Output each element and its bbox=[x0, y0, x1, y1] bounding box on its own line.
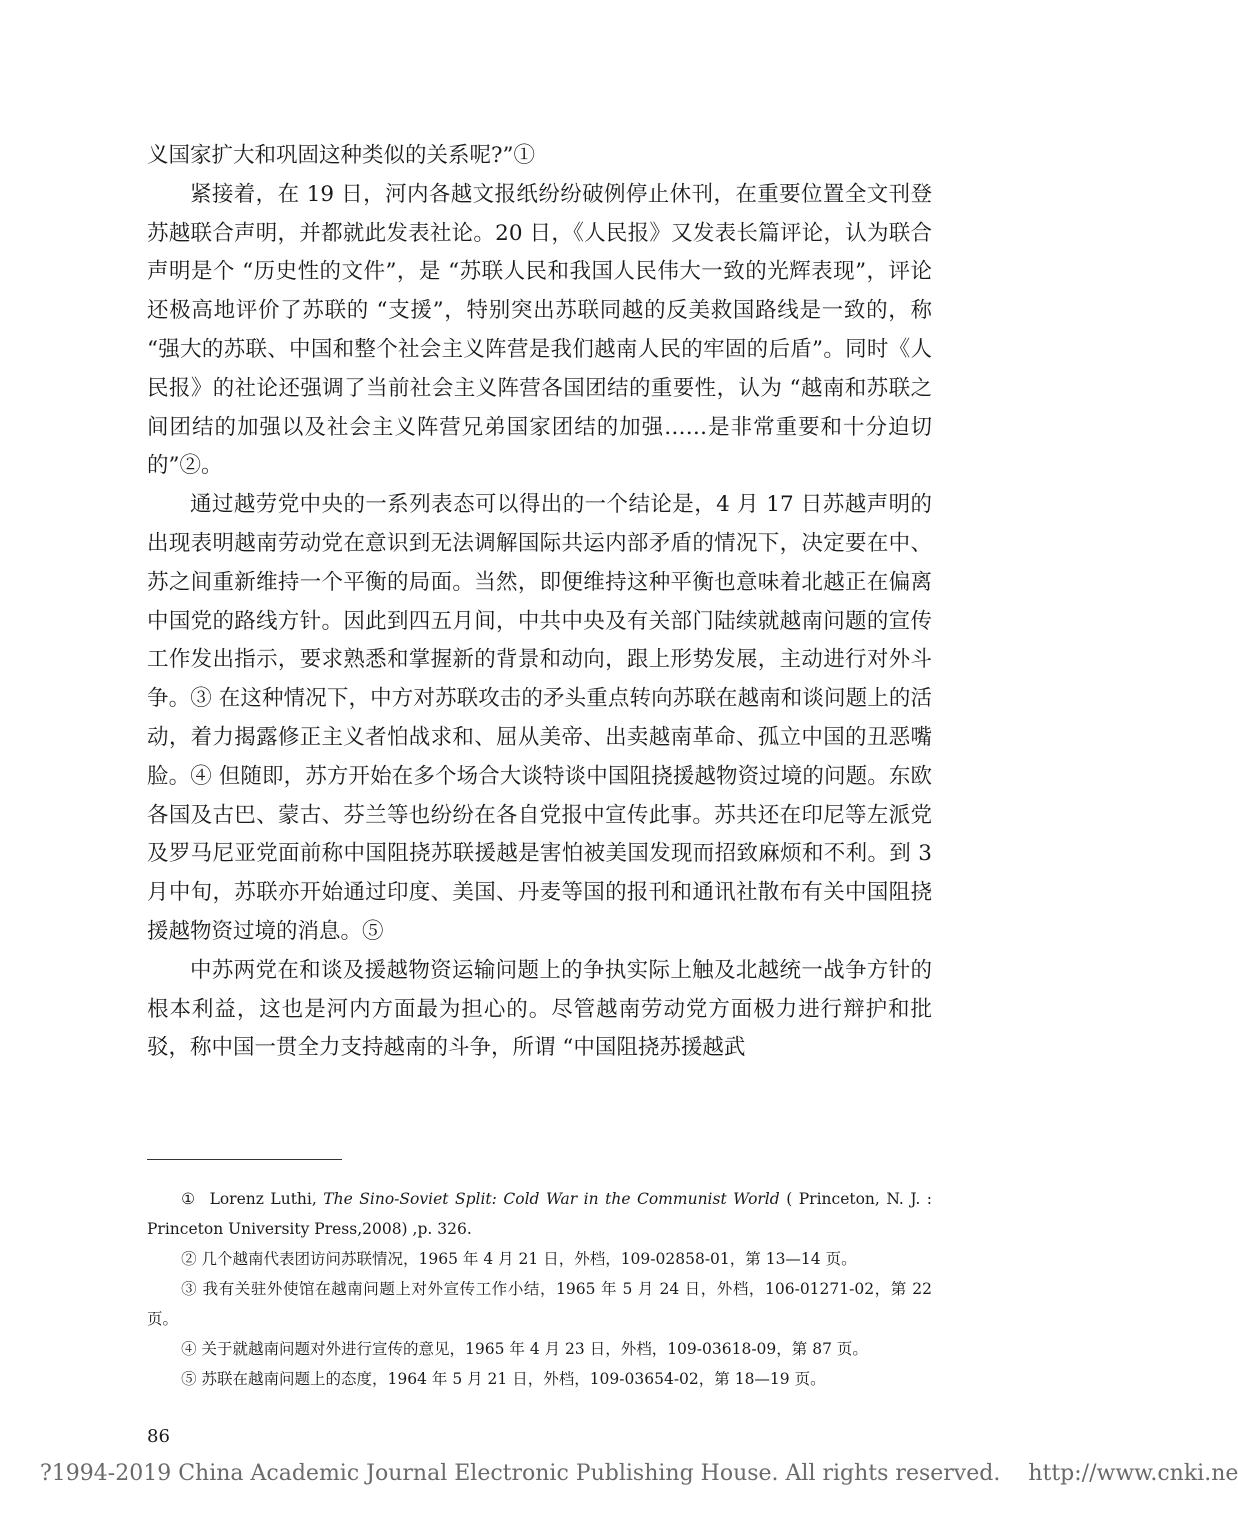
footnote-2: ② 几个越南代表团访问苏联情况，1965 年 4 月 21 日，外档，109-02858-01，第 13—14 页。 bbox=[181, 1250, 857, 1268]
footnote-1-author: Lorenz Luthi, bbox=[209, 1190, 317, 1208]
page-number: 86 bbox=[147, 1426, 170, 1447]
footnote-4: ④ 关于就越南问题对外进行宣传的意见，1965 年 4 月 23 日，外档，109-03618-09，第 87 页。 bbox=[181, 1340, 868, 1358]
body-text bbox=[147, 137, 932, 1068]
copyright-text: ?1994-2019 China Academic Journal Electronic Publishing House. All rights reserved. bbox=[40, 1461, 1001, 1486]
watermark-url: http://www.cnki.ne bbox=[1028, 1461, 1238, 1486]
footnote-1-title: The Sino-Soviet Split: Cold War in the Communist World bbox=[323, 1190, 780, 1208]
footnote-5: ⑤ 苏联在越南问题上的态度，1964 年 5 月 21 日，外档，109-03654-02，第 18—19 页。 bbox=[181, 1370, 826, 1388]
paragraph-2: 通过越劳党中央的一系列表态可以得出的一个结论是，4 月 17 日苏越声明的出现表明越南劳动党在意识到无法调解国际共运内部矛盾的情况下，决定要在中、苏之间重新维持一个平衡的局面。当然，即便维持这种平衡也意味着北越正在偏离中国党的路线方针。因此到四五月间，中共中央及有关部门陆续就越南问题的宣传工作发出指示，要求熟悉和掌握新的背景和动向，跟上形势发展，主动进行对外斗争。③ 在这种情况下，中方对苏联攻击的矛头重点转向苏联在越南和谈问题上的活动，着力揭露修正主义者怕战求和、屈从美帝、出卖越南革命、孤立中国的丑恶嘴脸。④ 但随即，苏方开始在多个场合大谈特谈中国阻挠援越物资过境的问题。东欧各国及古巴、蒙古、芬兰等也纷纷在各自党报中宣传此事。苏共还在印尼等左派党及罗马尼亚党面前称中国阻挠苏联援越是害怕被美国发现而招致麻烦和不利。到 3 月中旬，苏联亦开始通过印度、美国、丹麦等国的报刊和通讯社散布有关中国阻挠援越物资过境的消息。⑤ bbox=[147, 492, 932, 944]
copyright-watermark bbox=[40, 1459, 1238, 1489]
paragraph-3: 中苏两党在和谈及援越物资运输问题上的争执实际上触及北越统一战争方针的根本利益，这也是河内方面最为担心的。尽管越南劳动党方面极力进行辩护和批驳，称中国一贯全力支持越南的斗争，所谓 “中国阻挠苏援越武 bbox=[147, 957, 932, 1061]
footnote-1-mark: ① bbox=[181, 1190, 197, 1208]
paragraph-continued: 义国家扩大和巩固这种类似的关系呢?”① bbox=[147, 143, 536, 168]
paragraph-1: 紧接着，在 19 日，河内各越文报纸纷纷破例停止休刊，在重要位置全文刊登苏越联合声明，并都就此发表社论。20 日，《人民报》又发表长篇评论，认为联合声明是个 “历史性的文件”，是 “苏联人民和我国人民伟大一致的光辉表现”，评论还极高地评价了苏联的 “支援”，特别突出苏联同越的反美救国路线是一致的，称 “强大的苏联、中国和整个社会主义阵营是我们越南人民的牢固的后盾”。同时《人民报》的社论还强调了当前社会主义阵营各国团结的重要性，认为 “越南和苏联之间团结的加强以及社会主义阵营兄弟国家团结的加强……是非常重要和十分迫切的”②。 bbox=[147, 181, 932, 479]
footnote-1 bbox=[147, 1184, 932, 1244]
footnote-3: ③ 我有关驻外使馆在越南问题上对外宣传工作小结，1965 年 5 月 24 日，外档，106-01271-02，第 22 页。 bbox=[147, 1280, 932, 1328]
footnote-1-publisher: ( Princeton, N. J. : Princeton University Press,2008) ,p. 326. bbox=[147, 1190, 932, 1238]
footnote-divider bbox=[147, 1159, 342, 1160]
footnotes bbox=[147, 1184, 932, 1394]
